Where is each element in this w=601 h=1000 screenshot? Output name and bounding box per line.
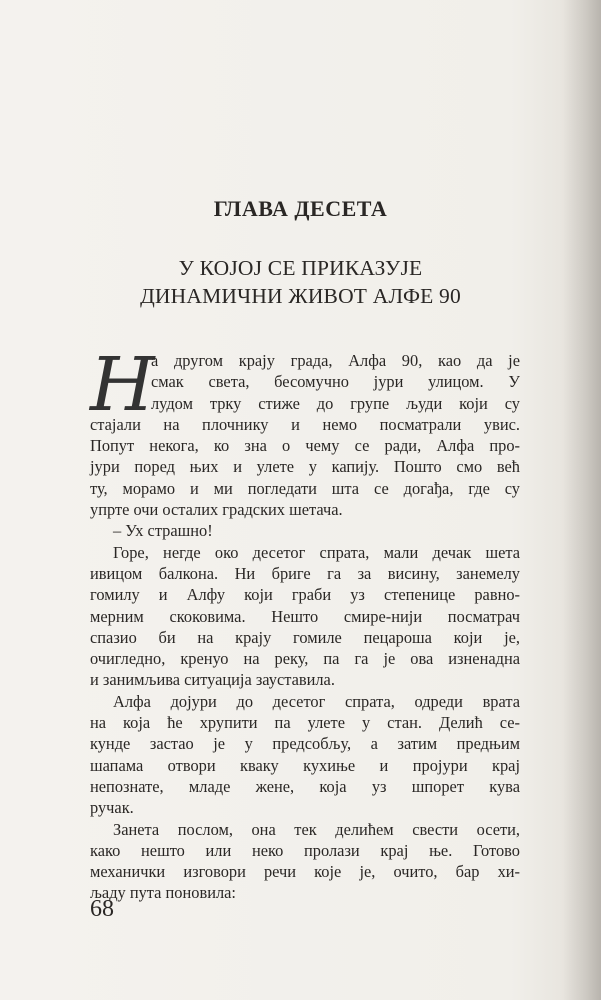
text-line: Занета послом, она тек делићем свести осети, bbox=[113, 819, 520, 839]
text-line: ивицом балкона. Ни бриге га за висину, занемелу bbox=[90, 563, 520, 583]
text-line: стајали на плочнику и немо посматрали увис. bbox=[90, 414, 520, 434]
text-line: љаду пута поновила: bbox=[90, 883, 236, 903]
text-line: Попут некога, ко зна о чему се ради, Алфа про- bbox=[90, 436, 520, 456]
text-line: ту, морамо и ми погледати шта се догађа, где су bbox=[90, 478, 520, 498]
text-line: механички изговори речи које је, очито, бар хи- bbox=[90, 862, 520, 882]
subtitle-line-1: У КОЈОЈ СЕ ПРИКАЗУЈЕ bbox=[178, 256, 423, 280]
page-number: 68 bbox=[90, 896, 114, 922]
text-line: а другом крају града, Алфа 90, као да је bbox=[151, 351, 520, 370]
dialogue-line: – Ух страшно! bbox=[113, 521, 213, 541]
text-line: спазио би на крају гомиле пецароша који је, bbox=[90, 627, 520, 647]
text-line: кунде застао је у предсобљу, а затим предњим bbox=[90, 734, 520, 754]
text-line: смак света, бесомучно јури улицом. У bbox=[151, 372, 520, 392]
body-text bbox=[90, 342, 520, 904]
text-line: Горе, негде око десетог спрата, мали дечак шета bbox=[113, 542, 520, 562]
text-line: Алфа дојури до десетог спрата, одреди врата bbox=[113, 691, 520, 711]
text-line: како нешто или неко пролази крај ње. Готово bbox=[90, 840, 520, 860]
text-line: гомилу и Алфу који граби уз степенице равно- bbox=[90, 585, 520, 605]
text-line: на која ће хрупити па улете у стан. Делић се- bbox=[90, 713, 520, 733]
page-gutter-shadow bbox=[563, 0, 601, 1000]
subtitle-line-2: ДИНАМИЧНИ ЖИВОТ АЛФЕ 90 bbox=[140, 284, 461, 308]
text-line: шапама отвори кваку кухиње и пројури крај bbox=[90, 755, 520, 775]
chapter-title: ГЛАВА ДЕСЕТА bbox=[213, 196, 388, 221]
text-line: ручак. bbox=[90, 798, 134, 818]
text-line: и занимљива ситуација зауставила. bbox=[90, 670, 335, 690]
text-line: упрте очи осталих градских шетача. bbox=[90, 500, 343, 520]
text-line: јури поред њих и улете у капију. Пошто смо већ bbox=[90, 457, 520, 477]
text-line: лудом трку стиже до групе људи који су bbox=[151, 393, 520, 413]
text-line: мерним скоковима. Нешто смире-нији посматрач bbox=[90, 606, 520, 626]
drop-cap-letter: Н bbox=[90, 342, 155, 428]
text-line: непознате, младе жене, која уз шпорет кува bbox=[90, 776, 520, 796]
chapter-subtitle bbox=[0, 254, 601, 310]
text-line: очигледно, кренуо на реку, па га је ова изненадна bbox=[90, 649, 520, 669]
